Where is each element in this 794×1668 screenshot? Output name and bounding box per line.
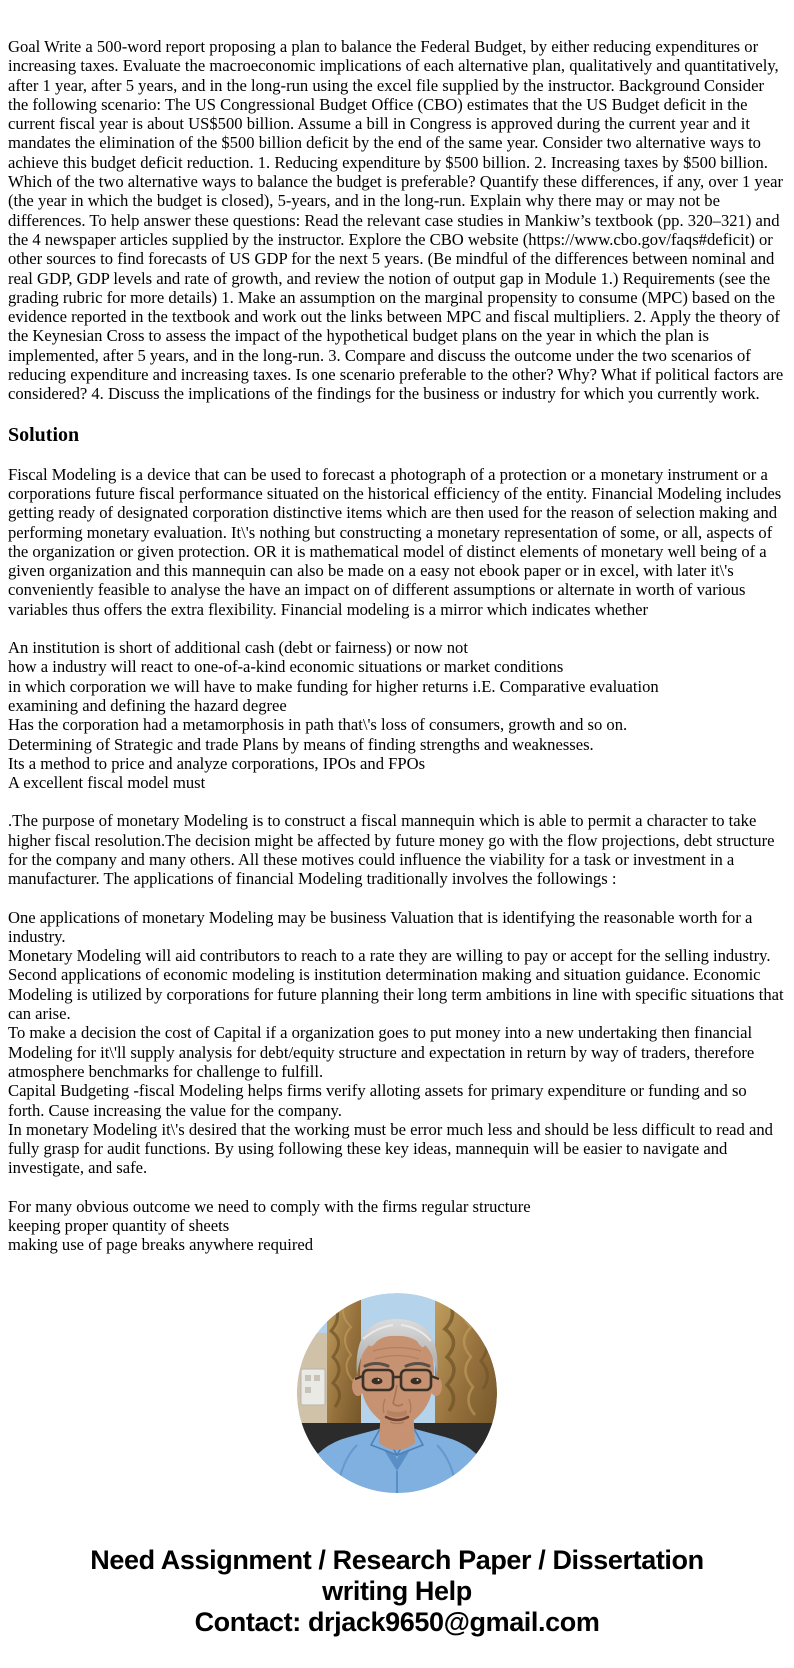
tutor-portrait-photo <box>297 1293 497 1493</box>
text-line: To make a decision the cost of Capital if a organization goes to put money into a new undertaking then financial Modeling for it\'ll supply analysis for debt/equity structure and expectation in return by way of traders, therefore atmosphere benchmarks for challenge to fulfill. <box>8 1023 755 1081</box>
text-line: In monetary Modeling it\'s desired that the working must be error much less and should be less difficult to read and fully grasp for audit functions. By using following these key ideas, mannequin will be easier to navigate and investigate, and safe. <box>8 1119 773 1178</box>
text-line: For many obvious outcome we need to comply with the firms regular structure <box>8 1196 531 1216</box>
text-line: making use of page breaks anywhere required <box>8 1235 314 1255</box>
assignment-question: Goal Write a 500-word report proposing a plan to balance the Federal Budget, by either reducing expenditures or increasing taxes. Evaluate the macroeconomic implications of each alternative plan, qualitatively and quantitatively, after 1 year, after 5 years, and in the long-run using the excel file supplied by the instructor. Background Consider the following scenario: The US Congressional Budget Office (CBO) estimates that the US Budget deficit in the current fiscal year is about US$500 billion. Assume a bill in Congress is approved during the current year and it mandates the elimination of the $500 billion deficit by the end of the same year. Consider two alternative ways to achieve this budget deficit reduction. 1. Reducing expenditure by $500 billion. 2. Increasing taxes by $500 billion. Which of the two alternative ways to balance the budget is preferable? Quantify these differences, if any, over 1 year (the year in which the budget is closed), 5-years, and in the long-run. Explain why there may or may not be differences. To help answer these questions: Read the relevant case studies in Mankiw’s textbook (pp. 320–321) and the 4 newspaper articles supplied by the instructor. Explore the CBO website (https://www.cbo.gov/faqs#deficit) or other sources to find forecasts of US GDP for the next 5 years. (Be mindful of the differences between nominal and real GDP, GDP levels and rate of growth, and review the notion of output gap in Module 1.) Requirements (see the grading rubric for more details) 1. Make an assumption on the marginal propensity to consume (MPC) based on the evidence reported in the textbook and work out the links between MPC and fiscal multipliers. 2. Apply the theory of the Keynesian Cross to assess the impact of the hypothetical budget plans on the year in which the plan is implemented, after 5 years, and in the long-run. 3. Compare and discuss the outcome under the two scenarios of reducing expenditure and increasing taxes. Is one scenario preferable to the other? Why? What if political factors are considered? 4. Discuss the implications of the findings for the business or industry for which you currently work. <box>8 37 784 404</box>
text-line: Second applications of economic modeling is institution determination making and situation guidance. Economic Modeling is utilized by corporations for future planning their long term ambitions in line with specific situations that can arise. <box>8 965 784 1024</box>
text-line: Has the corporation had a metamorphosis in path that\'s loss of consumers, growth and so on. <box>8 715 628 735</box>
solution-indicator-list <box>8 638 786 792</box>
solution-structure-list <box>8 1197 786 1255</box>
text-line: Monetary Modeling will aid contributors to reach to a rate they are willing to pay or accept for the selling industry. <box>8 946 771 966</box>
footer-line: writing Help <box>322 1575 472 1606</box>
text-line: Determining of Strategic and trade Plans by means of finding strengths and weaknesses. <box>8 734 594 754</box>
avatar <box>297 1293 497 1493</box>
text-line: Capital Budgeting -fiscal Modeling helps firms verify alloting assets for primary expenditure or funding and so forth. Cause increasing the value for the company. <box>8 1081 747 1120</box>
text-line: An institution is short of additional cash (debt or fairness) or now not <box>8 638 468 658</box>
text-line: how a industry will react to one-of-a-kind economic situations or market conditions <box>8 657 564 677</box>
footer-promo <box>8 1545 786 1638</box>
solution-applications-list <box>8 908 786 1178</box>
text-line: Its a method to price and analyze corporations, IPOs and FPOs <box>8 753 426 773</box>
text-line: A excellent fiscal model must <box>8 773 206 793</box>
text-line: in which corporation we will have to make funding for higher returns i.E. Comparative evaluation <box>8 676 659 696</box>
avatar-row <box>8 1293 786 1493</box>
text-line: One applications of monetary Modeling may be business Valuation that is identifying the reasonable worth for a industry. <box>8 907 753 946</box>
footer-contact-email: Contact: drjack9650@gmail.com <box>194 1606 600 1637</box>
text-line: examining and defining the hazard degree <box>8 695 287 715</box>
solution-intro-paragraph: Fiscal Modeling is a device that can be used to forecast a photograph of a protection or a monetary instrument or a corporations future fiscal performance situated on the historical efficiency of the entity. Financial Modeling includes getting ready of designated corporation distinctive items which are then used for the reason of selection making and performing monetary evaluation. It\'s nothing but constructing a monetary representation of some, or all, aspects of the organization or given protection. OR it is mathematical model of distinct elements of monetary well being of a given organization and this mannequin can also be made on a easy not ebook paper or in excel, with later it\'s conveniently feasible to analyse the have an impact on of different assumptions or alternate in worth of various variables thus offers the extra flexibility. Financial modeling is a mirror which indicates whether <box>8 464 782 619</box>
footer-line: Need Assignment / Research Paper / Dissertation <box>90 1544 704 1575</box>
solution-heading: Solution <box>8 423 80 446</box>
solution-purpose-paragraph: .The purpose of monetary Modeling is to construct a fiscal mannequin which is able to permit a character to take higher fiscal resolution.The decision might be affected by future money go with the flow projections, debt structure for the company and many others. All these motives could influence the viability for a task or investment in a manufacturer. The applications of financial Modeling traditionally involves the followings : <box>8 811 775 889</box>
text-line: keeping proper quantity of sheets <box>8 1216 230 1236</box>
